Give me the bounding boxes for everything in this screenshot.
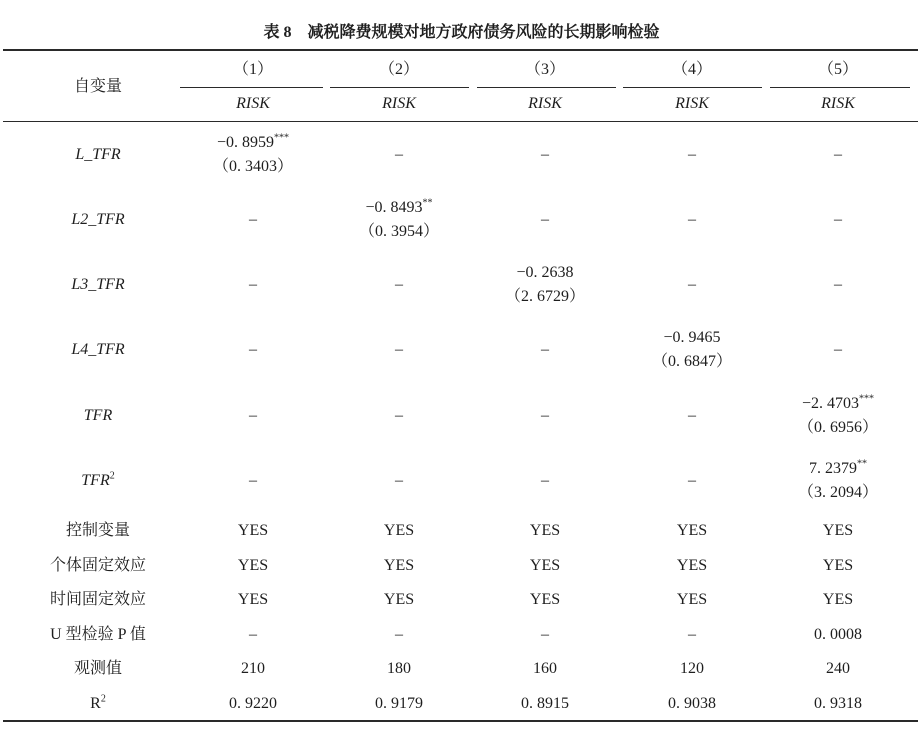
exponent: 2 xyxy=(109,470,115,482)
dependent-variable-model-2: RISK xyxy=(382,95,416,112)
standard-error: （0. 3954） xyxy=(358,223,440,240)
row-label-control-variables: 控制变量 xyxy=(65,522,131,539)
cell-time-fe-model-1: YES xyxy=(237,591,269,608)
cell-l3-tfr-model-4: – xyxy=(688,276,696,293)
cell-observations-model-3: 160 xyxy=(533,660,557,677)
cell-tfr-model-2: – xyxy=(395,407,403,424)
cell-individual-fe-model-1: YES xyxy=(237,557,269,574)
row-label-tfr-squared xyxy=(81,469,114,493)
standard-error: （0. 6847） xyxy=(651,353,733,370)
cell-u-test-model-5: 0. 0008 xyxy=(814,626,862,643)
row-label-text: R xyxy=(90,695,101,712)
cell-individual-fe-model-2: YES xyxy=(383,557,415,574)
significance-stars: ** xyxy=(856,458,867,470)
cell-r-squared-model-4: 0. 9038 xyxy=(668,695,716,712)
standard-error: （3. 2094） xyxy=(797,484,879,501)
cell-tfr-squared-model-3: – xyxy=(541,472,549,489)
cell-l-tfr-model-3: – xyxy=(541,146,549,163)
column-header-model-5: （5） xyxy=(817,61,859,78)
cell-u-test-model-4: – xyxy=(688,626,696,643)
row-label-l2-tfr: L2_TFR xyxy=(71,211,125,228)
cell-control-variables-model-4: YES xyxy=(676,522,708,539)
cell-individual-fe-model-5: YES xyxy=(822,557,854,574)
cell-l2-tfr-model-2 xyxy=(359,196,439,244)
coefficient-value: −2. 4703 xyxy=(801,395,860,412)
cell-tfr-squared-model-5 xyxy=(798,457,878,505)
bottom-rule xyxy=(3,720,918,722)
cell-l2-tfr-model-4: – xyxy=(688,211,696,228)
standard-error: （0. 3403） xyxy=(212,158,294,175)
coefficient-value: −0. 9465 xyxy=(663,329,721,346)
cell-r-squared-model-3: 0. 8915 xyxy=(521,695,569,712)
column-underline-5 xyxy=(770,87,910,88)
cell-time-fe-model-4: YES xyxy=(676,591,708,608)
row-label-u-test-p-value: U 型检验 P 值 xyxy=(50,626,146,643)
cell-u-test-model-3: – xyxy=(541,626,549,643)
cell-l-tfr-model-2: – xyxy=(395,146,403,163)
cell-r-squared-model-5: 0. 9318 xyxy=(814,695,862,712)
cell-observations-model-5: 240 xyxy=(826,660,850,677)
cell-time-fe-model-3: YES xyxy=(529,591,561,608)
cell-u-test-model-2: – xyxy=(395,626,403,643)
cell-l-tfr-model-5: – xyxy=(834,146,842,163)
column-header-model-3: （3） xyxy=(524,61,566,78)
coefficient-value: 7. 2379 xyxy=(808,460,857,477)
cell-time-fe-model-2: YES xyxy=(383,591,415,608)
coefficient-value: −0. 2638 xyxy=(516,264,574,281)
cell-time-fe-model-5: YES xyxy=(822,591,854,608)
row-label-l4-tfr: L4_TFR xyxy=(71,341,125,358)
standard-error: （0. 6956） xyxy=(797,419,879,436)
dependent-variable-model-4: RISK xyxy=(675,95,709,112)
coefficient xyxy=(505,261,585,285)
coefficient-value: −0. 8959 xyxy=(216,134,275,151)
coefficient xyxy=(359,196,439,220)
row-label-l3-tfr: L3_TFR xyxy=(71,276,125,293)
coefficient xyxy=(798,457,878,481)
cell-tfr-model-4: – xyxy=(688,407,696,424)
cell-tfr-squared-model-4: – xyxy=(688,472,696,489)
cell-u-test-model-1: – xyxy=(249,626,257,643)
dependent-variable-model-3: RISK xyxy=(528,95,562,112)
table-title: 表 8 减税降费规模对地方政府债务风险的长期影响检验 xyxy=(263,24,660,41)
column-underline-1 xyxy=(180,87,323,88)
standard-error: （2. 6729） xyxy=(504,288,586,305)
coefficient xyxy=(652,326,732,350)
column-underline-3 xyxy=(477,87,616,88)
cell-l2-tfr-model-1: – xyxy=(249,211,257,228)
cell-control-variables-model-5: YES xyxy=(822,522,854,539)
cell-l4-tfr-model-3: – xyxy=(541,341,549,358)
coefficient xyxy=(798,392,878,416)
row-label-time-fixed-effects: 时间固定效应 xyxy=(49,591,147,608)
cell-l4-tfr-model-5: – xyxy=(834,341,842,358)
column-header-model-2: （2） xyxy=(378,61,420,78)
dependent-variable-model-5: RISK xyxy=(821,95,855,112)
cell-tfr-model-5 xyxy=(798,392,878,440)
cell-l2-tfr-model-3: – xyxy=(541,211,549,228)
cell-observations-model-2: 180 xyxy=(387,660,411,677)
row-label-r-squared xyxy=(90,692,106,716)
row-label-header: 自变量 xyxy=(73,78,123,95)
cell-tfr-model-1: – xyxy=(249,407,257,424)
coefficient xyxy=(213,131,293,155)
cell-individual-fe-model-4: YES xyxy=(676,557,708,574)
cell-l-tfr-model-1 xyxy=(213,131,293,179)
cell-control-variables-model-2: YES xyxy=(383,522,415,539)
cell-l2-tfr-model-5: – xyxy=(834,211,842,228)
row-label-tfr: TFR xyxy=(83,407,113,424)
top-rule xyxy=(3,49,918,51)
cell-tfr-squared-model-1: – xyxy=(249,472,257,489)
cell-tfr-squared-model-2: – xyxy=(395,472,403,489)
cell-l4-tfr-model-2: – xyxy=(395,341,403,358)
cell-control-variables-model-1: YES xyxy=(237,522,269,539)
cell-l-tfr-model-4: – xyxy=(688,146,696,163)
row-label-text: TFR xyxy=(81,472,110,489)
column-underline-4 xyxy=(623,87,762,88)
cell-observations-model-4: 120 xyxy=(680,660,704,677)
cell-r-squared-model-1: 0. 9220 xyxy=(229,695,277,712)
column-underline-2 xyxy=(330,87,469,88)
significance-stars: *** xyxy=(274,132,290,144)
cell-l3-tfr-model-1: – xyxy=(249,276,257,293)
exponent: 2 xyxy=(100,693,106,705)
cell-tfr-model-3: – xyxy=(541,407,549,424)
row-label-l-tfr: L_TFR xyxy=(75,146,121,163)
cell-l3-tfr-model-2: – xyxy=(395,276,403,293)
cell-l3-tfr-model-5: – xyxy=(834,276,842,293)
cell-l4-tfr-model-4 xyxy=(652,326,732,374)
cell-r-squared-model-2: 0. 9179 xyxy=(375,695,423,712)
significance-stars: *** xyxy=(859,393,875,405)
significance-stars: ** xyxy=(422,197,433,209)
coefficient-value: −0. 8493 xyxy=(365,199,423,216)
cell-individual-fe-model-3: YES xyxy=(529,557,561,574)
header-rule xyxy=(3,121,918,122)
column-header-model-4: （4） xyxy=(671,61,713,78)
cell-l4-tfr-model-1: – xyxy=(249,341,257,358)
cell-l3-tfr-model-3 xyxy=(505,261,585,309)
row-label-individual-fixed-effects: 个体固定效应 xyxy=(49,557,147,574)
cell-control-variables-model-3: YES xyxy=(529,522,561,539)
column-header-model-1: （1） xyxy=(232,61,274,78)
row-label-observations: 观测值 xyxy=(73,660,123,677)
dependent-variable-model-1: RISK xyxy=(236,95,270,112)
cell-observations-model-1: 210 xyxy=(241,660,265,677)
